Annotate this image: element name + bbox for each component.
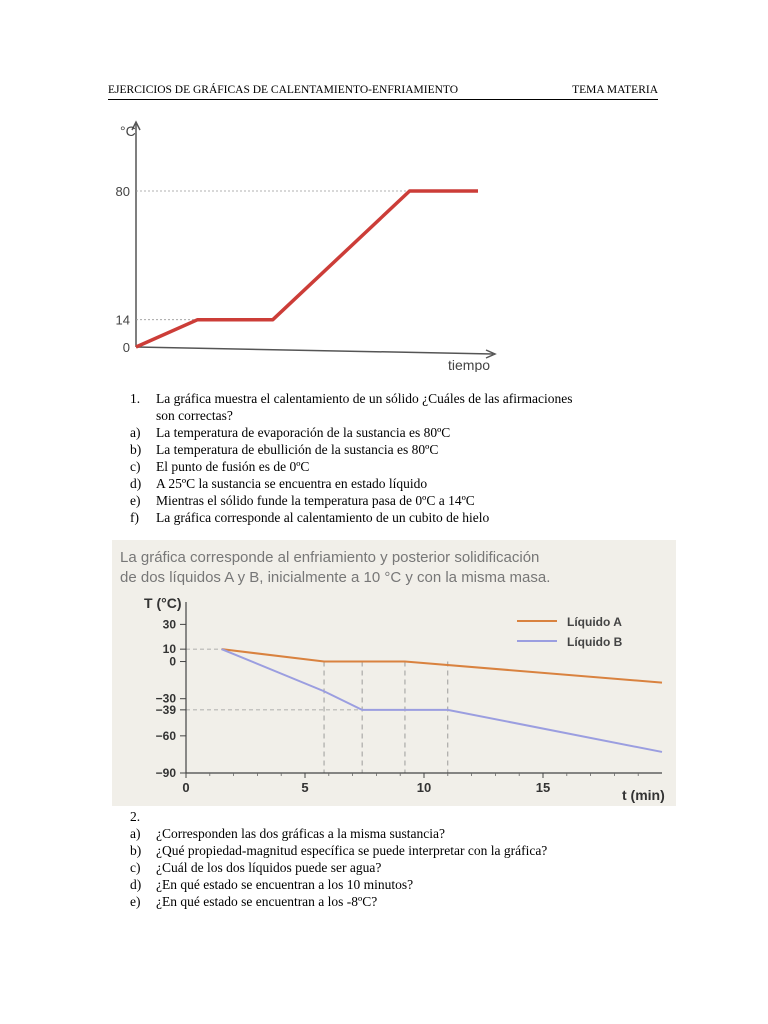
y-tick-label: −30 bbox=[155, 691, 176, 706]
header-title: EJERCICIOS DE GRÁFICAS DE CALENTAMIENTO-ENFRIAMIENTO bbox=[108, 84, 459, 96]
list-item: a) ¿Corresponden las dos gráficas a la misma sustancia? bbox=[130, 826, 446, 841]
chart-caption-line2: de dos líquidos A y B, inicialmente a 10 °C y con la misma masa. bbox=[120, 569, 551, 586]
x-axis-label: tiempo bbox=[448, 357, 491, 372]
legend-label: Líquido A bbox=[567, 615, 622, 629]
list-item: d) A 25ºC la sustancia se encuentra en estado líquido bbox=[130, 476, 428, 491]
list-item: b) ¿Qué propiedad-magnitud específica se puede interpretar con la gráfica? bbox=[130, 843, 548, 858]
question-number: 1. bbox=[130, 391, 141, 406]
page-header bbox=[108, 84, 658, 100]
series-line bbox=[222, 649, 662, 682]
list-item: f) La gráfica corresponde al calentamiento de un cubito de hielo bbox=[130, 510, 490, 525]
y-tick-label: −90 bbox=[155, 766, 176, 780]
list-item: e) Mientras el sólido funde la temperatura pasa de 0ºC a 14ºC bbox=[130, 493, 475, 508]
list-item: c) El punto de fusión es de 0ºC bbox=[130, 459, 310, 474]
y-tick-label: 10 bbox=[162, 642, 176, 657]
y-tick-label: −39 bbox=[155, 702, 176, 717]
x-axis-label: t (min) bbox=[622, 787, 665, 803]
y-tick-label: −60 bbox=[155, 728, 176, 743]
x-tick-label: 0 bbox=[182, 780, 190, 795]
y-tick-label: 0 bbox=[169, 654, 176, 669]
heating-curve bbox=[136, 191, 478, 347]
cooling-chart bbox=[112, 540, 676, 806]
question-text-cont: son correctas? bbox=[156, 408, 233, 423]
list-item: d) ¿En qué estado se encuentran a los 10 minutos? bbox=[130, 877, 414, 892]
heating-chart bbox=[108, 112, 508, 372]
question-number: 2. bbox=[130, 809, 141, 824]
y-tick-label: 30 bbox=[162, 617, 176, 632]
list-item: e) ¿En qué estado se encuentran a los -8ºC? bbox=[130, 894, 378, 909]
question-text: La gráfica muestra el calentamiento de un sólido ¿Cuáles de las afirmaciones bbox=[156, 391, 573, 406]
chart-caption-line1: La gráfica corresponde al enfriamiento y posterior solidificación bbox=[120, 549, 540, 566]
y-axis-label: °C bbox=[120, 123, 136, 139]
y-tick-label: 14 bbox=[115, 312, 130, 328]
y-tick-label: 0 bbox=[122, 340, 130, 355]
list-item: c) ¿Cuál de los dos líquidos puede ser agua? bbox=[130, 860, 382, 875]
x-axis bbox=[136, 347, 493, 354]
question-1 bbox=[130, 390, 650, 526]
list-item: b) La temperatura de ebullición de la sustancia es 80ºC bbox=[130, 442, 439, 457]
question-2 bbox=[130, 808, 650, 910]
y-tick-label: 80 bbox=[115, 184, 130, 199]
header-topic: TEMA MATERIA bbox=[572, 84, 658, 96]
x-tick-label: 10 bbox=[416, 780, 432, 795]
y-axis-label: T (°C) bbox=[144, 595, 182, 611]
x-tick-label: 5 bbox=[301, 780, 309, 795]
list-item: a) La temperatura de evaporación de la sustancia es 80ºC bbox=[130, 425, 451, 440]
legend-label: Líquido B bbox=[567, 635, 623, 649]
x-tick-label: 15 bbox=[535, 780, 551, 795]
